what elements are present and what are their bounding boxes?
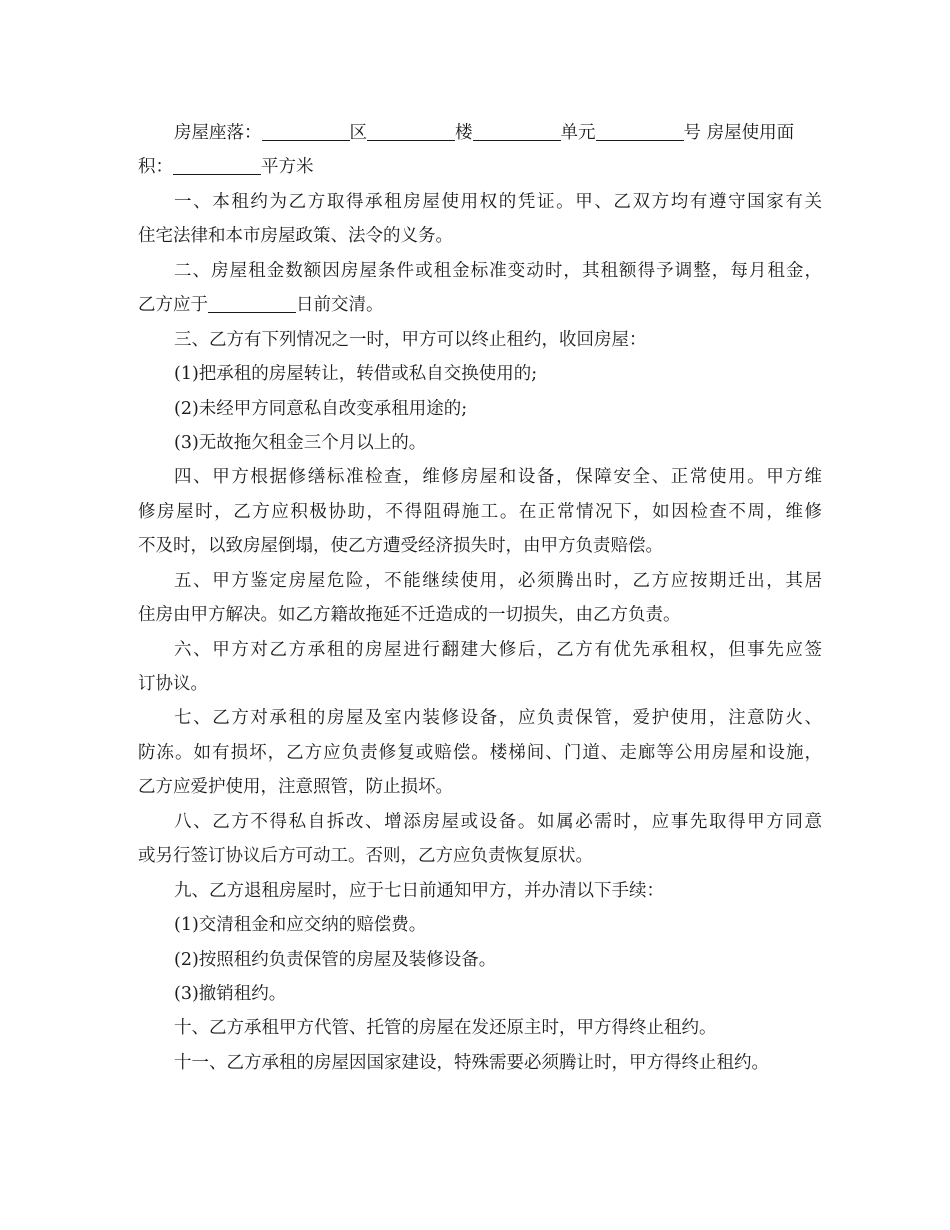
clause-5-line-1: 五、甲方鉴定房屋危险，不能继续使用，必须腾出时，乙方应按期迁出，其居 <box>174 570 822 591</box>
clause-4-line-2: 修房屋时，乙方应积极协助，不得阻碍施工。在正常情况下，如因检查不周，维修 <box>138 501 822 522</box>
clause-1-line-2: 住宅法律和本市房屋政策、法令的义务。 <box>138 226 453 247</box>
clause-4-line-1: 四、甲方根据修缮标准检查，维修房屋和设备，保障安全、正常使用。甲方维 <box>174 467 822 488</box>
clause-7-line-2: 防冻。如有损坏，乙方应负责修复或赔偿。楼梯间、门道、走廊等公用房屋和设施， <box>138 742 822 763</box>
clause-5-line-2: 住房由甲方解决。如乙方籍故拖延不迁造成的一切损失，由乙方负责。 <box>138 605 681 626</box>
unit-label: 单元 <box>560 123 596 143</box>
clause-7-line-3: 乙方应爱护使用，注意照管，防止损坏。 <box>138 777 453 798</box>
clause-8-line-1: 八、乙方不得私自拆改、增添房屋或设备。如属必需时，应事先取得甲方同意 <box>174 811 822 832</box>
clause-4-line-3: 不及时，以致房屋倒塌，使乙方遭受经济损失时，由甲方负责赔偿。 <box>138 536 663 557</box>
area-blank <box>173 157 261 176</box>
clause-6-line-1: 六、甲方对乙方承租的房屋进行翻建大修后，乙方有优先承租权，但事先应签 <box>174 639 822 660</box>
number-label: 号 <box>683 123 701 143</box>
rent-due-blank <box>208 295 296 314</box>
lease-contract-body <box>138 116 822 1080</box>
area-unit: 平方米 <box>261 157 314 178</box>
clause-9-item-2: (2)按照租约负责保管的房屋及装修设备。 <box>174 949 497 970</box>
clause-3-line-1: 三、乙方有下列情况之一时，甲方可以终止租约，收回房屋： <box>174 329 647 350</box>
clause-3-item-3: (3)无故拖欠租金三个月以上的。 <box>174 432 427 453</box>
district-label: 区 <box>349 123 367 143</box>
clause-6-line-2: 订协议。 <box>138 674 208 694</box>
location-line <box>138 116 822 150</box>
clause-3-item-1: (1)把承租的房屋转让，转借或私自交换使用的; <box>174 364 538 385</box>
clause-11-line-1: 十一、乙方承租的房屋因国家建设，特殊需要必须腾让时，甲方得终止租约。 <box>174 1052 769 1073</box>
clause-1-line-1: 一、本租约为乙方取得承租房屋使用权的凭证。甲、乙双方均有遵守国家有关 <box>174 191 822 212</box>
district-blank <box>262 123 350 142</box>
location-label: 房屋座落： <box>174 123 262 143</box>
clause-2-line-1: 二、房屋租金数额因房屋条件或租金标准变动时，其租额得予调整，每月租金， <box>174 260 822 281</box>
building-label: 楼 <box>455 123 473 143</box>
rent-due-suffix: 日前交清。 <box>296 295 384 316</box>
clause-3-item-2: (2)未经甲方同意私自改变承租用途的; <box>174 398 468 419</box>
clause-7-line-1: 七、乙方对承租的房屋及室内装修设备，应负责保管，爱护使用，注意防火、 <box>174 708 822 729</box>
clause-9-line-1: 九、乙方退租房屋时，应于七日前通知甲方，并办清以下手续： <box>174 880 664 901</box>
area-label-start: 房屋使用面 <box>706 123 795 143</box>
clause-9-item-3: (3)撤销租约。 <box>174 983 287 1004</box>
unit-blank <box>473 123 561 142</box>
clause-10-line-1: 十、乙方承租甲方代管、托管的房屋在发还原主时，甲方得终止租约。 <box>174 1018 717 1039</box>
area-line <box>138 150 822 184</box>
clause-9-item-1: (1)交清租金和应交纳的赔偿费。 <box>174 915 427 936</box>
rent-due-prefix: 乙方应于 <box>138 295 208 316</box>
clause-8-line-2: 或另行签订协议后方可动工。否则，乙方应负责恢复原状。 <box>138 846 593 867</box>
building-blank <box>367 123 455 142</box>
area-label-end: 积： <box>138 157 173 178</box>
clause-2-line-2 <box>138 288 822 322</box>
number-blank <box>596 123 684 142</box>
